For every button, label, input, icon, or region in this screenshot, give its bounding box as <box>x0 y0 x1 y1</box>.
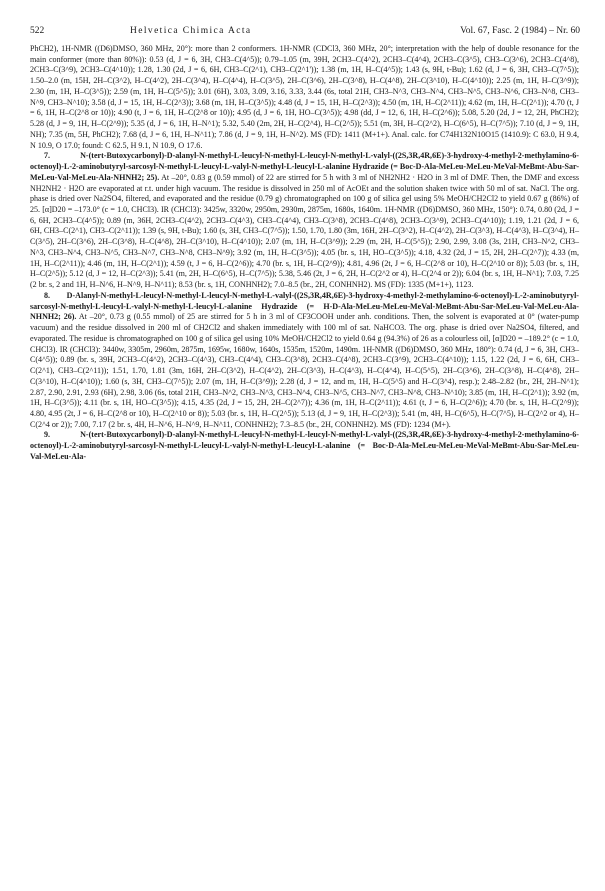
paragraph-compound-25 <box>30 151 579 291</box>
compound-title: N-(tert-Butoxycarbonyl)-D-alanyl-N-methyl-L-leucyl-N-methyl-L-leucyl-N-methyl-L-valyl-((2S,3R,4R,6E)-3-hydroxy-4-methyl-2-methylamino-6-octenoyl)-L-2-aminobutyryl-sarcosyl-N-methyl-L-leucyl-L-valyl-N-methyl-L-leucyl-L-alanine <box>30 430 579 451</box>
article-body <box>30 44 579 463</box>
paragraph-compound-27 <box>30 430 579 462</box>
compound-title: N-(tert-Butoxycarbonyl)-D-alanyl-N-methyl-L-leucyl-N-methyl-L-leucyl-N-methyl-L-valyl-((2S,3R,4R,6E)-3-hydroxy-4-methyl-2-methylamino-6-octenoyl)-L-2-aminobutyryl-sarcosyl-N-methyl-L-leucyl-L-valyl-N-methyl-L-leucyl-L-alanine Hydrazide (= Boc-D-Ala-MeLeu-MeLeu-MeVal-MeBmt-Abu-Sar-MeLeu-Val-MeLeu-Ala-NHNH2; 25). <box>30 151 579 182</box>
journal-name: Helvetica Chimica Acta <box>130 26 252 36</box>
paragraph-text: At –20°, 0.73 g (0.55 mmol) of 25 are stirred for 5 h in 3 ml of CF3COOH under anh. conditions. Then, the solvent is evaporated at 0° (water-pump vacuum) and the residue dissolved in 200 ml of CH2Cl2 and shaken immediately with 100 ml of sat. NaHCO3. The org. phase is dried over Na2SO4, filtered, and evaporated. The residue is chromatographed on 100 g of silica gel using 10% MeOH/CH2Cl2 to yield 0.64 g (94.3%) of 26 as a colourless oil, [α]D20 = –189.2° (c = 1.0, CHCl3). IR (CHCl3): 3440w, 3305m, 2960m, 2875m, 1695w, 1680w, 1640s, 1535m, 1520m, 1490m. 1H-NMR ((D6)DMSO, 360 MHz, 180°): 0.74 (d, J = 6, 3H, CH3–C(4^5)); 0.89 (br. s, 39H, 2CH3–C(4^2), 2CH3–C(4^3), CH3–C(4^4), CH3–C(3^8), 2CH3–C(4^8), 2CH3–C(3^9), 2CH3–C(4^10)); 1.15, 1.22 (2d, J = 6, 6H, CH3–C(2^1), CH3–C(2^11)); 1.51, 1.70, 1.81 (3m, 16H, 2H–C(3^2), H–C(4^2), 2H–C(3^3), H–C(4^3), H–C(4^4), H–C(5^5), 2H–C(3^6), 2H–C(3^8), H–C(4^8), 2H–C(3^10), H–C(4^10)); 1.60 (s, 3H, CH3–C(7^5)); 2.07 (m, 1H, H–C(3^9)); 2.28 (d, J = 12, and m, 1H, H–C(5^5) and H–C(3^4), resp.); 2.48–2.82 (br., 2H, 2H–N^1); 2.87, 2.90, 2.91, 2.93 (6H), 2.98, 3.06 (6s, total 21H, CH3–N^2, CH3–N^3, CH3–N^4, CH3–N^5, CH3–N^7, CH3–N^8, CH3–N^10); 3.85 (m, 1H, H–C(2^1)); 3.92 (m, 1H, H–C(3^5)); 4.11 (br. s, 1H, HO–C(3^5)); 4.15, 4.35 (2d, J = 15, 2H, 2H–C(2^7)); 4.36 (m, 1H, H–C(2^11)); 4.61 (t, J = 6, H–C(2^6)); 4.70 (br. s, 1H, H–C(2^9)); 4.80, 4.95 (2t, J = 6, H–C(2^8 or 10), H–C(2^10 or 8)); 5.03 (br. s, 1H, H–C(2^5)); 5.13 (d, J = 9, 1H, H–C(2^3)); 5.41 (m, 4H, H–C(6^5), H–C(7^5), H–C(2^2 or 4), H–C(2^4 or 2)); 7.00, 7.17 (2 br. s, 4H, H–N^6, H–N^9, H–N^11, CONHNH2); 7.3–8.5 (br., 2H, CONHNH2). MS (FD): 1234 (M+). <box>30 312 579 429</box>
paragraph-nmr-continuation <box>30 44 579 151</box>
paragraph-text: At –20°, 0.83 g (0.59 mmol) of 22 are stirred for 5 h with 3 ml of NH2NH2 · H2O in 3 ml of DMF. Then, the DMF and excess NH2NH2 · H2O are evaporated at r.t. under high vacuum. The residue is dissolved in 250 ml of AcOEt and the solution shaken twice with 50 ml of sat. NaCl. The org. phase is dried over Na2SO4, filtered, and evaporated and the residue (0.79 g) chromatographed on 100 g of silica gel using 5% MeOH/CH2Cl2 to yield 0.67 g (86%) of 25. [α]D20 = –173.0° (c = 1.0, CHCl3). IR (CHCl3): 3425w, 3320w, 2950m, 2930m, 2875m, 1680s, 1640m. 1H-NMR ((D6)DMSO, 360 MHz, 150°): 0.74, 0.80 (2d, J = 6, 6H, 2CH3–C(4^5)); 0.89 (m, 36H, 2CH3–C(4^2), 2CH3–C(4^3), CH3–C(4^4), CH3–C(3^8), 2CH3–C(4^8), 2CH3–C(3^9), 2CH3–C(4^10)); 1.19, 1.21 (2d, J = 6, 6H, CH3–C(2^1), CH3–C(2^11)); 1.39 (s, 9H, t-Bu); 1.60 (s, 3H, CH3–C(7^5)); 1.50, 1.70, 1.80 (3m, 16H, 2H–C(3^2), H–C(4^2), 2H–C(3^3), H–C(4^3), H–C(3^4), H–C(3^5), 2H–C(3^6), 2H–C(3^8), H–C(4^8), 2H–C(3^10), H–C(4^10)); 2.07 (m, 1H, H–C(3^9)); 2.29 (m, 2H, H–C(5^5)); 2.90, 2.99, 3.08 (3s, 21H, CH3–N^2, CH3–N^3, CH3–N^4, CH3–N^5, CH3–N^7, CH3–N^8, CH3–N^9); 3.92 (m, 1H, H–C(3^5)); 4.05 (br. s, 1H, HO–C(3^5)); 4.18, 4.32 (2d, J = 15, 2H, 2H–C(2^7)); 4.33 (m, 1H, H–C(2^11)); 4.46 (m, 1H, H–C(2^1)); 4.59 (t, J = 6, H–C(2^6)); 4.70 (br. s, 1H, H–C(2^9)); 4.81, 4.96 (2t, J = 6, H–C(2^8 or 10), H–C(2^10 or 8)); 5.03 (br. s, 1H, H–C(2^5)); 5.12 (d, J = 12, H–C(2^3)); 5.41 (m, 2H, H–C(6^5), H–C(7^5)); 5.38, 5.46 (2t, J = 6, 2H, H–C(2^2 or 4), H–C(2^4 or 2)); 6.04 (br. s, 1H, H–N^1); 7.03, 7.25 (2 br. s, 2 and 1H, H–N^6, H–N^9, H–N^11); 8.53 (br. s, 1H, CONHNH2); 7.0–8.5 (br., 2H, CONHNH2). MS (FD): 1335 (M+1+), 1123. <box>30 172 579 290</box>
volume-info: Vol. 67, Fasc. 2 (1984) – Nr. 60 <box>460 26 580 36</box>
paragraph-number: 8. <box>44 290 51 300</box>
compound-title: D-Alanyl-N-methyl-L-leucyl-N-methyl-L-leucyl-N-methyl-L-valyl-((2S,3R,4R,6E)-3-hydroxy-4-methyl-2-methylamino-6-octenoyl)-L-2-aminobutyryl-sarcosyl-N-methyl-L-leucyl-L-valyl-N-methyl-L-leucyl-L-alanine Hydrazide (= H-D-Ala-MeLeu-MeLeu-MeVal-MeBmt-Abu-Sar-MeLeu-Val-MeLeu-Ala-NHNH2; 26). <box>30 290 579 322</box>
paragraph-compound-26 <box>30 291 579 431</box>
paragraph-number: 7. <box>44 151 51 161</box>
page-number: 522 <box>30 26 45 36</box>
running-header <box>30 26 580 40</box>
paragraph-text: PhCH2), 1H-NMR ((D6)DMSO, 360 MHz, 20°): more than 2 conformers. 1H-NMR (CDCl3, 360 MHz, 20°; interpretation with the help of double resonance for the main conformer (more than 80%)): 0.53 (d, J = 6, 3H, CH3–C(4^5)); 0.79–1.05 (m, 39H, 2CH3–C(4^2), 2CH3–C(4^4), 2CH3–C(3^5), CH3–C(3^6), 2CH3–C(4^8), 2CH3–C(3^9), 2CH3–C(4^10)); 1.28, 1.30 (2d, J = 6, 6H, CH3–C(2^1), CH3–C(2^1')); 1.38 (m, 1H, H–C(4^5)); 1.43 (s, 9H, t-Bu); 1.62 (d, J = 6, 3H, CH3–C(7^5)); 1.50–2.0 (m, 15H, 2H–C(3^2), H–C(4^2), 2H–C(3^4), H–C(4^4), H–C(3^5), 2H–C(3^6), 2H–C(3^8), H–C(4^8), 2H–C(3^10), H–C(4^10)); 2.25 (m, 1H, H–C(3^9)); 2.30 (m, 1H, H–C(3^5)); 2.59 (m, 1H, H–C(5^5)); 3.01 (6H), 3.03, 3.09, 3.16, 3.33, 3.44 (6s, total 21H, CH3–N^3, CH3–N^4, CH3–N^5, CH3–N^6, CH3–N^8, CH3–N^9, CH3–N^10); 3.58 (d, J = 15, 1H, H–C(2^3)); 3.68 (m, 1H, H–C(3^5)); 4.48 (d, J = 15, 1H, H–C(2^3)); 4.50 (m, 1H, H–C(2^11)); 4.62 (m, 1H, H–C(2^1)); 4.70 (t, J = 6, 1H, H–C(2^8 or 10)); 4.90 (t, J = 6, 1H, H–C(2^8 or 10)); 4.95 (d, J = 6, 1H, HO–C(3^5)); 4.98 (dd, J = 12, 6, 1H, H–C(2^6)); 5.08, 5.20 (2d, J = 12, 2H, PhCH2); 5.28 (d, J = 9, 1H, H–C(2^9)); 5.35 (d, J = 6, 1H, H–N^1); 5.32, 5.40 (2m, 2H, H–C(2^4), H–C(2^5)); 5.51 (m, 3H, H–C(2^2), H–C(6^5), H–C(7^5)); 7.10 (d, J = 9, 1H, NH); 7.35 (m, 5H, PhCH2); 7.68 (d, J = 6, 1H, H–N^11); 7.86 (d, J = 9, 1H, H–N^2). MS (FD): 1411 (M+1+). Anal. calc. for C74H132N10O15 (1410.9): C 63.0, H 9.4, N 10.9, O 17.0; found: C 62.5, H 9.1, N 10.9, O 17.6. <box>30 44 579 150</box>
compound-abbreviation: (= Boc-D-Ala-MeLeu-MeLeu-MeVal-MeBmt-Abu-Sar-MeLeu-Val-MeLeu-Ala- <box>30 441 579 461</box>
paragraph-number: 9. <box>44 430 51 440</box>
